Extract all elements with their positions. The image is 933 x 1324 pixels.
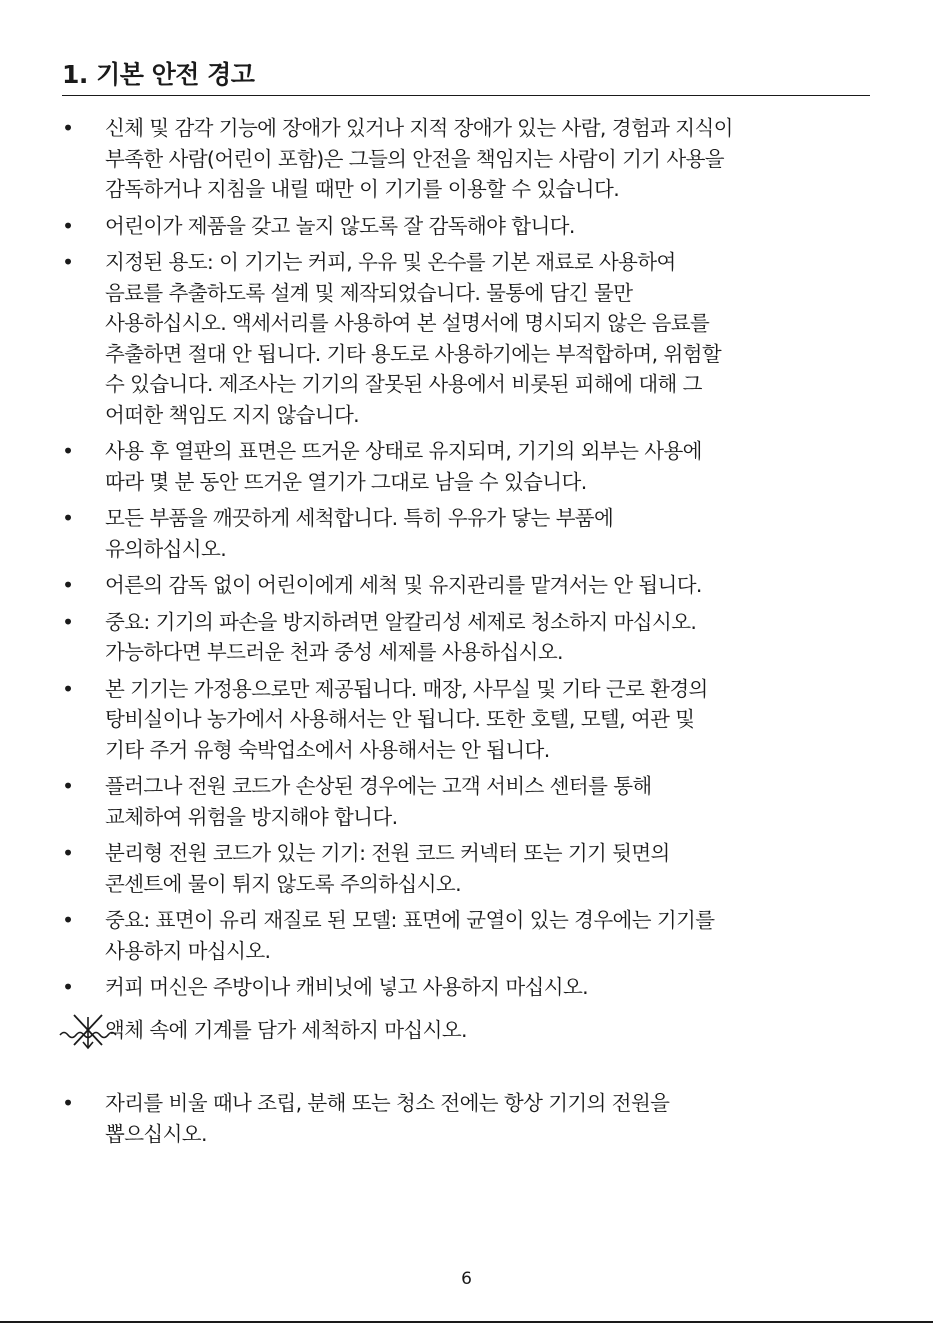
bullet: • — [62, 250, 74, 274]
bottom-rule — [0, 1321, 933, 1323]
item-text-line: 커피 머신은 주방이나 캐비닛에 넣고 사용하지 마십시오. — [105, 975, 589, 999]
bullet: • — [62, 1091, 74, 1115]
page-number: 6 — [461, 1269, 472, 1289]
list-item — [62, 247, 870, 430]
item-text-line: 분리형 전원 코드가 있는 기기: 전원 코드 커넥터 또는 기기 뒷면의 — [105, 841, 670, 865]
bullet: • — [62, 506, 74, 530]
item-text-line: 수 있습니다. 제조사는 기기의 잘못된 사용에서 비롯된 피해에 대해 그 — [105, 372, 702, 396]
item-text-line: 어른의 감독 없이 어린이에게 세척 및 유지관리를 맡겨서는 안 됩니다. — [105, 573, 702, 597]
item-text-line: 가능하다면 부드러운 천과 중성 세제를 사용하십시오. — [105, 640, 563, 664]
item-text-line: 콘센트에 물이 튀지 않도록 주의하십시오. — [105, 871, 462, 896]
list-item — [62, 838, 870, 899]
bullet: • — [62, 975, 74, 999]
item-text-line: 자리를 비울 때나 조립, 분해 또는 청소 전에는 항상 기기의 전원을 — [105, 1091, 670, 1115]
section-title: 1. 기본 안전 경고 — [62, 58, 870, 96]
bullet: • — [62, 439, 74, 463]
item-text-line: 뽑으십시오. — [105, 1121, 207, 1146]
list-item — [62, 1088, 870, 1149]
bullet: • — [62, 116, 74, 140]
item-text-line: 플러그나 전원 코드가 손상된 경우에는 고객 서비스 센터를 통해 — [105, 774, 652, 798]
item-text-line: 지정된 용도: 이 기기는 커피, 우유 및 온수를 기본 재료로 사용하여 — [105, 250, 676, 274]
item-text-line: 어떠한 책임도 지지 않습니다. — [105, 402, 360, 427]
list-item — [62, 607, 870, 668]
bullet: • — [62, 609, 74, 634]
no-immersion-icon — [58, 1011, 118, 1051]
item-text-line: 탕비실이나 농가에서 사용해서는 안 됩니다. 또한 호텔, 모텔, 여관 및 — [105, 707, 695, 731]
bullet: • — [62, 841, 74, 865]
item-text-line: 사용하십시오. 액세서리를 사용하여 본 설명서에 명시되지 않은 음료를 — [105, 311, 710, 335]
bullet: • — [62, 774, 74, 798]
list-item — [62, 674, 870, 766]
item-text-line: 모든 부품을 깨끗하게 세척합니다. 특히 우유가 닿는 부품에 — [105, 506, 614, 530]
item-text-line: 추출하면 절대 안 됩니다. 기타 용도로 사용하기에는 부적합하며, 위험할 — [105, 341, 722, 366]
item-text-line: 부족한 사람(어린이 포함)은 그들의 안전을 책임지는 사람이 기기 사용을 — [105, 146, 725, 171]
manual-page — [62, 58, 870, 1155]
list-item — [62, 570, 870, 601]
item-text-line: 교체하여 위험을 방지해야 합니다. — [105, 804, 398, 829]
final-warnings-list — [62, 1088, 870, 1149]
list-item — [62, 503, 870, 564]
list-item — [62, 211, 870, 242]
warning-no-immersion — [62, 1015, 870, 1046]
list-item — [62, 113, 870, 205]
bullet: • — [62, 573, 74, 597]
item-text-line: 유의하십시오. — [105, 536, 227, 561]
list-item — [62, 972, 870, 1003]
item-text-line: 감독하거나 지침을 내릴 때만 이 기기를 이용할 수 있습니다. — [105, 177, 620, 201]
item-text-line: 중요: 기기의 파손을 방지하려면 알칼리성 세제로 청소하지 마십시오. — [105, 609, 697, 634]
item-text-line: 본 기기는 가정용으로만 제공됩니다. 매장, 사무실 및 기타 근로 환경의 — [105, 676, 708, 701]
list-item — [62, 771, 870, 832]
item-text-line: 따라 몇 분 동안 뜨거운 열기가 그대로 남을 수 있습니다. — [105, 469, 587, 494]
item-text-line: 사용하지 마십시오. — [105, 938, 271, 963]
item-text-line: 사용 후 열판의 표면은 뜨거운 상태로 유지되며, 기기의 외부는 사용에 — [105, 439, 702, 463]
list-item — [62, 436, 870, 497]
item-text-line: 음료를 추출하도록 설계 및 제작되었습니다. 물통에 담긴 물만 — [105, 280, 633, 305]
item-text-line: 신체 및 감각 기능에 장애가 있거나 지적 장애가 있는 사람, 경험과 지식이 — [105, 116, 733, 140]
bullet: • — [62, 213, 74, 238]
bullet: • — [62, 676, 74, 701]
bullet: • — [62, 908, 74, 932]
warning-text: 액체 속에 기계를 담가 세척하지 마십시오. — [105, 1017, 467, 1042]
item-text-line: 중요: 표면이 유리 재질로 된 모델: 표면에 균열이 있는 경우에는 기기를 — [105, 908, 715, 932]
list-item — [62, 905, 870, 966]
item-text-line: 기타 주거 유형 숙박업소에서 사용해서는 안 됩니다. — [105, 737, 550, 762]
item-text-line: 어린이가 제품을 갖고 놀지 않도록 잘 감독해야 합니다. — [105, 213, 575, 238]
safety-warnings-list — [62, 113, 870, 1003]
